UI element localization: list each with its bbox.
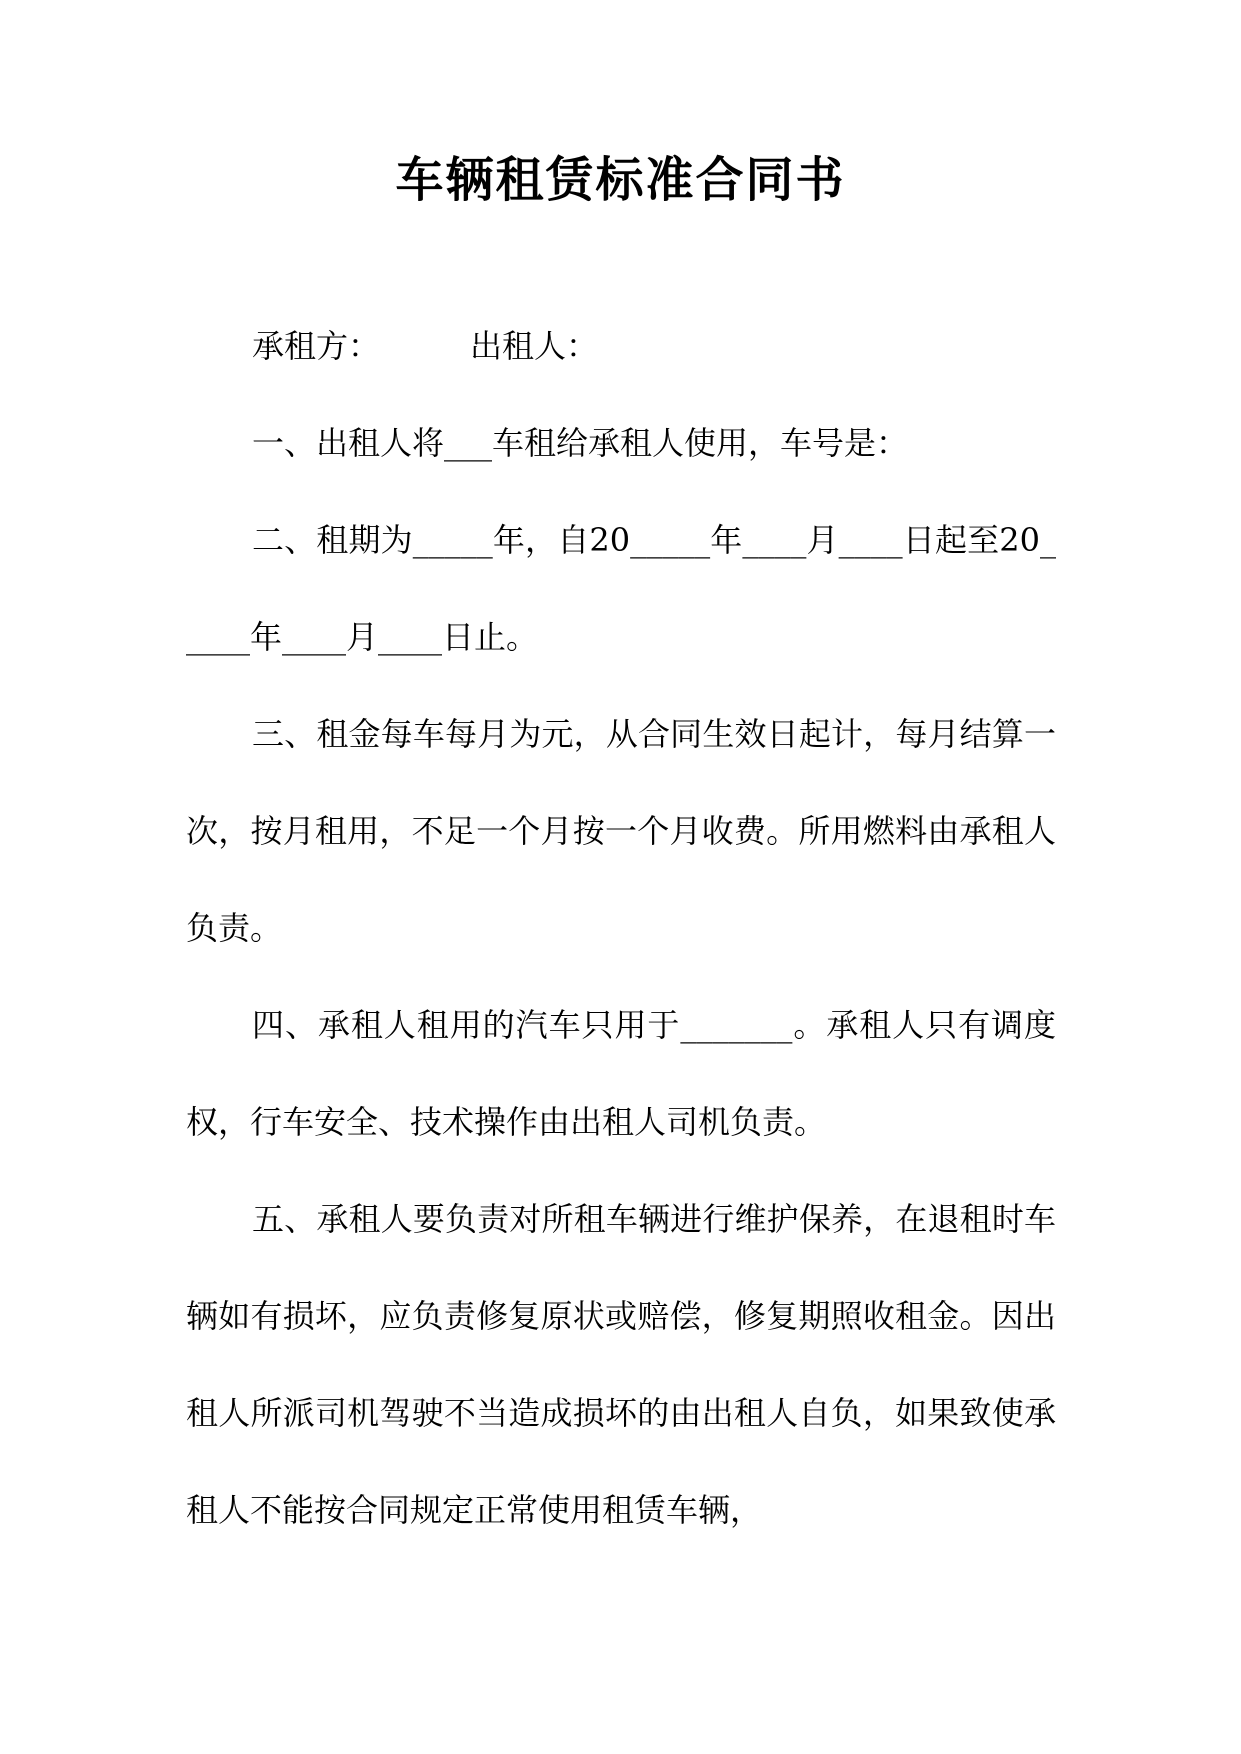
clause-1: 一、出租人将___车租给承租人使用，车号是： [252,424,909,462]
clause-2: 二、租期为_____年，自20_____年____月____日起至20_____年____月____日止。 [186,521,1056,656]
clause-4: 四、承租人租用的汽车只用于_______。承租人只有调度权，行车安全、技术操作由出租人司机负责。 [186,1006,1056,1141]
clause-3: 三、租金每车每月为元，从合同生效日起计，每月结算一次，按月租用，不足一个月按一个月收费。所用燃料由承租人负责。 [186,715,1056,947]
parties-line [186,298,1056,395]
lessor-label: 出租人： [470,327,599,365]
clause-5: 五、承租人要负责对所租车辆进行维护保养，在退租时车辆如有损坏，应负责修复原状或赔偿，修复期照收租金。因出租人所派司机驾驶不当造成损坏的由出租人自负，如果致使承租人不能按合同规定正常使用租赁车辆， [186,1200,1056,1529]
document-title: 车辆租赁标准合同书 [395,152,846,208]
lessee-label: 承租方： [252,327,381,365]
document-body [186,298,1056,1559]
